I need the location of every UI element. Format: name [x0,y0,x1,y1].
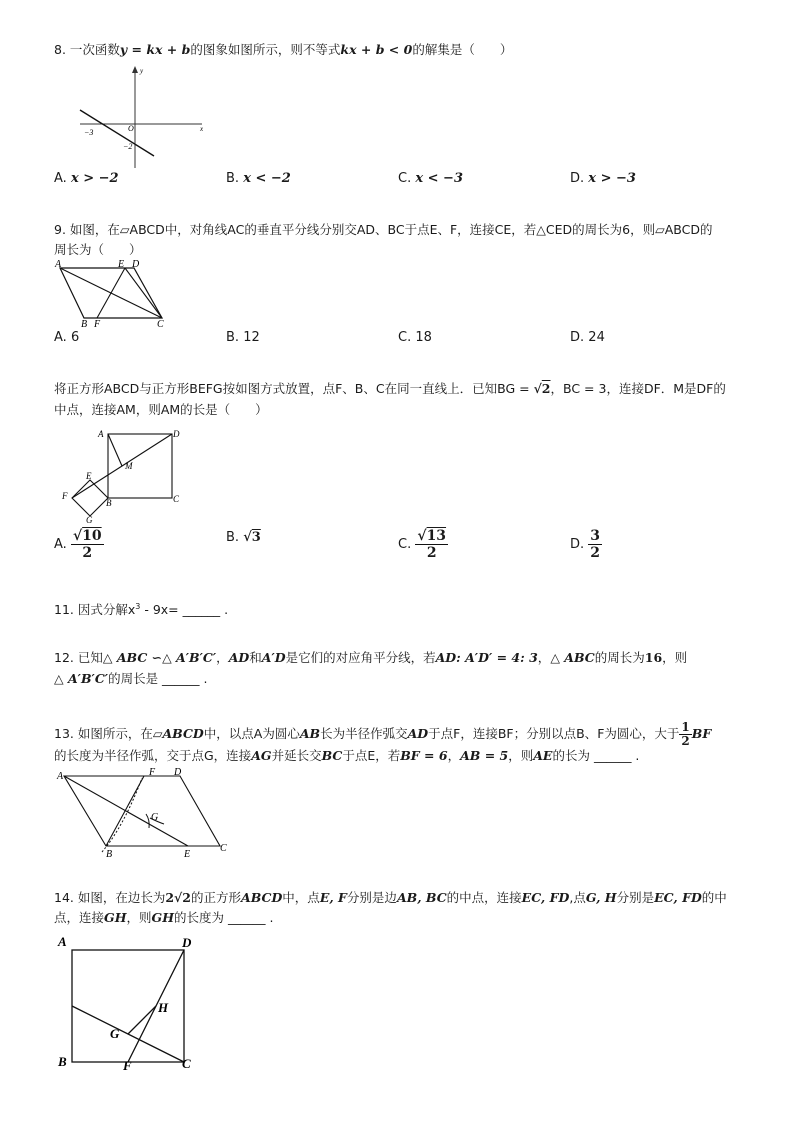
q9-label-d: D [132,259,140,270]
q13-label-g: G [151,812,159,823]
q12-stem-line2: △ A′B′C′的周长是 ______ . [54,671,208,686]
q10-option-c[interactable]: C. $\frac{√13}{2}$ [398,528,447,561]
q9-label-c: C [157,319,164,330]
q8-option-d[interactable]: D. x > −3 [570,171,636,186]
q8-option-b[interactable]: B. x < −2 [226,171,291,186]
q8-stem [54,41,512,59]
q10-label-b: B [106,498,112,508]
q10-option-d[interactable]: D. $\frac{3}{2}$ [570,528,601,561]
q8-origin-label: O [128,124,134,133]
q10-label-f: F [62,491,68,501]
q9-label-b: B [81,319,88,330]
q14-stem-line2: 点，连接GH，则GH的长度为 ______ . [54,910,274,925]
q8-option-a[interactable]: A. x > −2 [54,171,119,186]
q9-figure [54,258,174,330]
q14-figure [54,932,214,1077]
q8-figure [80,64,210,174]
q13-stem-line1: 13. 如图所示，在▱ABCD中，以点A为圆心AB长为半径作弧交AD于点F，连接BF；分别以点B、F为圆心，大于 $\frac{1}{2}$ BF [54,720,712,748]
q13-label-f: F [149,767,156,778]
q8-minus2-label: −2 [123,142,133,151]
q9-option-b[interactable]: B. 12 [226,330,260,345]
q9-option-a[interactable]: A. 6 [54,330,80,345]
q8-y-label: y [140,67,144,75]
q14-label-a: A [58,934,67,949]
q9-label-e: E [118,259,125,270]
q10-option-a[interactable]: A. $\frac{√10}{2}$ [54,528,102,561]
q10-label-m: M [125,461,133,471]
q13-label-e: E [184,849,191,860]
q11-stem: 11. 因式分解$x^3 - 9x=$ ______ . [54,602,229,618]
q8-stem-b: 的图象如图所示，则不等式 [190,42,341,57]
q9-option-c[interactable]: C. 18 [398,330,432,345]
q9-stem-line2: 周长为（ ） [54,242,142,257]
q8-minus3-label: −3 [84,128,94,137]
q10-label-a: A [98,429,104,439]
q13-stem-line2: 的长度为半径作弧，交于点G，连接AG并延长交BC于点E，若BF = 6，AB = 5，则AE的长为 ______ . [54,748,640,763]
q13-label-a: A [57,771,64,782]
q8-inequality: kx + b < 0 [340,42,413,57]
q8-stem-a: 8. 一次函数 [54,42,120,57]
q14-label-h: H [158,1000,169,1015]
q14-label-c: C [182,1056,191,1071]
q10-option-b[interactable]: B. √3 [226,530,261,545]
q13-label-d: D [174,767,182,778]
q10-stem-line2: 中点，连接AM，则AM的长是（ ） [54,402,268,417]
q10-stem-line1: 将正方形ABCD与正方形BEFG按如图方式放置，点F、B、C在同一直线上．已知BG = √2，BC = 3，连接DF．M是DF的 [54,381,726,396]
q10-figure [58,424,188,524]
q8-stem-c: 的解集是（ ） [412,42,513,57]
q8-equation: y = kx + b [119,42,191,57]
q10-label-c: C [173,494,180,504]
q9-stem-line1: 9. 如图，在▱ABCD中，对角线AC的垂直平分线分别交AD、BC于点E、F，连接CE，若△CED的周长为6，则▱ABCD的 [54,222,713,237]
q8-option-c[interactable]: C. x < −3 [398,171,463,186]
q8-x-label: x [200,125,204,133]
q10-label-g: G [86,515,93,525]
q12-stem-line1: 12. 已知△ ABC ∽△ A′B′C′，AD和A′D是它们的对应角平分线，若AD: A′D′ = 4: 3，△ ABC的周长为16，则 [54,650,688,665]
q10-label-e: E [86,471,92,481]
q9-option-d[interactable]: D. 24 [570,330,605,345]
q14-label-g: G [110,1026,120,1041]
q14-label-b: B [58,1054,67,1069]
q13-label-b: B [106,849,113,860]
q13-label-c: C [220,843,227,854]
q9-label-a: A [55,259,62,270]
q14-label-f: F [123,1058,132,1073]
q14-label-d: D [182,935,192,950]
q10-label-d: D [173,429,180,439]
q14-stem-line1: 14. 如图，在边长为2√2的正方形ABCD中，点E, F分别是边AB, BC的中点，连接EC, FD,点G, H分别是EC, FD的中 [54,890,727,905]
q9-label-f: F [94,319,101,330]
q13-figure [54,766,234,861]
